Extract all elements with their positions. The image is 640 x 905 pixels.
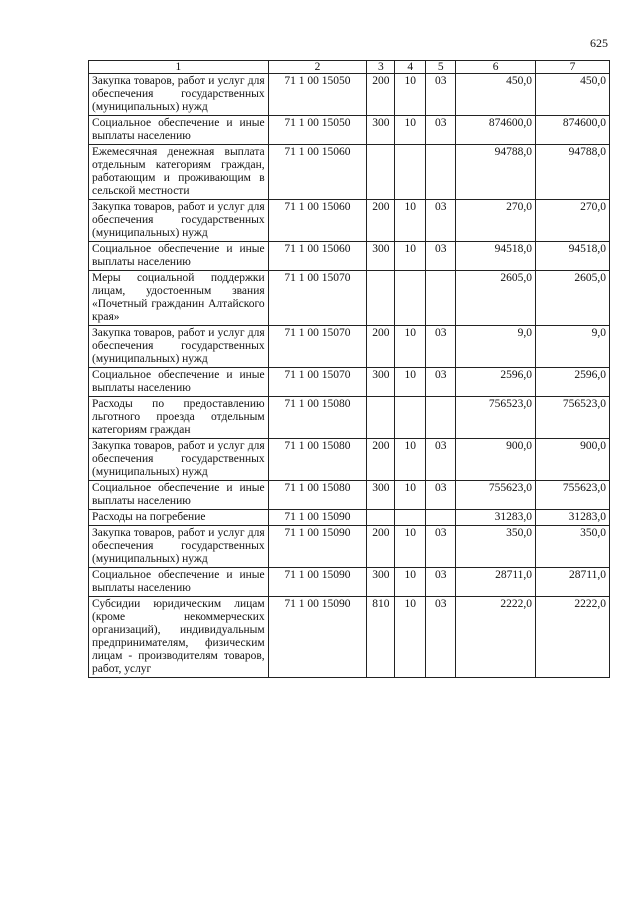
target-code: 71 1 00 15080 <box>268 397 367 439</box>
cell-col4: 10 <box>395 200 426 242</box>
amount-col6: 2222,0 <box>456 597 536 678</box>
expense-name: Социальное обеспечение и иные выплаты населению <box>89 242 269 271</box>
table-row <box>89 397 610 439</box>
amount-col6: 755623,0 <box>456 481 536 510</box>
expense-name: Закупка товаров, работ и услуг для обеспечения государственных (муниципальных) нужд <box>89 326 269 368</box>
cell-col5: 03 <box>426 242 456 271</box>
cell-col4: 10 <box>395 242 426 271</box>
amount-col7: 2596,0 <box>536 368 610 397</box>
amount-col7: 94518,0 <box>536 242 610 271</box>
cell-col3: 200 <box>367 200 395 242</box>
target-code: 71 1 00 15070 <box>268 271 367 326</box>
cell-col3: 810 <box>367 597 395 678</box>
table-row <box>89 242 610 271</box>
expense-name: Расходы по предоставлению льготного проезда отдельным категориям граждан <box>89 397 269 439</box>
expense-name: Социальное обеспечение и иные выплаты населению <box>89 368 269 397</box>
table-row <box>89 200 610 242</box>
amount-col6: 9,0 <box>456 326 536 368</box>
expense-name: Закупка товаров, работ и услуг для обеспечения государственных (муниципальных) нужд <box>89 439 269 481</box>
target-code: 71 1 00 15060 <box>268 145 367 200</box>
table-row <box>89 510 610 526</box>
table-row <box>89 326 610 368</box>
cell-col5: 03 <box>426 597 456 678</box>
cell-col4 <box>395 397 426 439</box>
amount-col6: 31283,0 <box>456 510 536 526</box>
table-row <box>89 145 610 200</box>
amount-col7: 350,0 <box>536 526 610 568</box>
target-code: 71 1 00 15060 <box>268 200 367 242</box>
cell-col4: 10 <box>395 74 426 116</box>
amount-col6: 756523,0 <box>456 397 536 439</box>
expense-name: Социальное обеспечение и иные выплаты населению <box>89 481 269 510</box>
cell-col3 <box>367 397 395 439</box>
cell-col3: 200 <box>367 526 395 568</box>
amount-col6: 2605,0 <box>456 271 536 326</box>
target-code: 71 1 00 15050 <box>268 116 367 145</box>
cell-col4: 10 <box>395 526 426 568</box>
table-row <box>89 116 610 145</box>
table-row <box>89 568 610 597</box>
column-header: 2 <box>268 61 367 74</box>
column-header: 6 <box>456 61 536 74</box>
amount-col6: 94518,0 <box>456 242 536 271</box>
cell-col4: 10 <box>395 597 426 678</box>
cell-col5: 03 <box>426 568 456 597</box>
amount-col7: 755623,0 <box>536 481 610 510</box>
table-row <box>89 597 610 678</box>
target-code: 71 1 00 15090 <box>268 597 367 678</box>
column-header: 5 <box>426 61 456 74</box>
cell-col5: 03 <box>426 326 456 368</box>
expense-name: Закупка товаров, работ и услуг для обеспечения государственных (муниципальных) нужд <box>89 526 269 568</box>
cell-col3: 200 <box>367 439 395 481</box>
column-header: 4 <box>395 61 426 74</box>
amount-col7: 270,0 <box>536 200 610 242</box>
target-code: 71 1 00 15080 <box>268 481 367 510</box>
amount-col7: 2605,0 <box>536 271 610 326</box>
cell-col3 <box>367 510 395 526</box>
cell-col3: 200 <box>367 326 395 368</box>
cell-col3 <box>367 271 395 326</box>
amount-col6: 28711,0 <box>456 568 536 597</box>
cell-col4 <box>395 145 426 200</box>
expense-name: Социальное обеспечение и иные выплаты населению <box>89 568 269 597</box>
amount-col7: 756523,0 <box>536 397 610 439</box>
cell-col5: 03 <box>426 526 456 568</box>
expense-name: Расходы на погребение <box>89 510 269 526</box>
cell-col3: 300 <box>367 368 395 397</box>
cell-col5: 03 <box>426 481 456 510</box>
header-row <box>89 61 610 74</box>
column-header: 3 <box>367 61 395 74</box>
cell-col5: 03 <box>426 74 456 116</box>
cell-col3: 300 <box>367 116 395 145</box>
expense-name: Закупка товаров, работ и услуг для обеспечения государственных (муниципальных) нужд <box>89 74 269 116</box>
target-code: 71 1 00 15080 <box>268 439 367 481</box>
cell-col5: 03 <box>426 439 456 481</box>
amount-col7: 94788,0 <box>536 145 610 200</box>
amount-col6: 94788,0 <box>456 145 536 200</box>
expense-name: Закупка товаров, работ и услуг для обеспечения государственных (муниципальных) нужд <box>89 200 269 242</box>
cell-col3: 300 <box>367 242 395 271</box>
budget-table <box>88 60 610 678</box>
target-code: 71 1 00 15090 <box>268 510 367 526</box>
target-code: 71 1 00 15070 <box>268 326 367 368</box>
table-row <box>89 526 610 568</box>
amount-col7: 450,0 <box>536 74 610 116</box>
column-header: 7 <box>536 61 610 74</box>
cell-col5: 03 <box>426 368 456 397</box>
target-code: 71 1 00 15050 <box>268 74 367 116</box>
cell-col4: 10 <box>395 481 426 510</box>
cell-col5 <box>426 145 456 200</box>
amount-col7: 9,0 <box>536 326 610 368</box>
target-code: 71 1 00 15060 <box>268 242 367 271</box>
amount-col6: 874600,0 <box>456 116 536 145</box>
amount-col6: 270,0 <box>456 200 536 242</box>
expense-name: Ежемесячная денежная выплата отдельным категориям граждан, работающим и проживающим в сельской местности <box>89 145 269 200</box>
target-code: 71 1 00 15090 <box>268 526 367 568</box>
expense-name: Субсидии юридическим лицам (кроме некоммерческих организаций), индивидуальным предпринимателям, физическим лицам - производителям товаров, работ, услуг <box>89 597 269 678</box>
cell-col3: 300 <box>367 568 395 597</box>
target-code: 71 1 00 15070 <box>268 368 367 397</box>
cell-col5 <box>426 271 456 326</box>
amount-col6: 350,0 <box>456 526 536 568</box>
amount-col7: 28711,0 <box>536 568 610 597</box>
cell-col4: 10 <box>395 116 426 145</box>
cell-col4 <box>395 271 426 326</box>
cell-col3: 200 <box>367 74 395 116</box>
cell-col3 <box>367 145 395 200</box>
table-row <box>89 271 610 326</box>
amount-col7: 874600,0 <box>536 116 610 145</box>
cell-col3: 300 <box>367 481 395 510</box>
cell-col4: 10 <box>395 326 426 368</box>
cell-col5 <box>426 510 456 526</box>
cell-col4: 10 <box>395 439 426 481</box>
expense-name: Меры социальной поддержки лицам, удостоенным звания «Почетный гражданин Алтайского края» <box>89 271 269 326</box>
cell-col4 <box>395 510 426 526</box>
page-number: 625 <box>590 36 608 50</box>
cell-col4: 10 <box>395 568 426 597</box>
cell-col4: 10 <box>395 368 426 397</box>
amount-col7: 2222,0 <box>536 597 610 678</box>
table-row <box>89 439 610 481</box>
expense-name: Социальное обеспечение и иные выплаты населению <box>89 116 269 145</box>
cell-col5: 03 <box>426 116 456 145</box>
amount-col7: 31283,0 <box>536 510 610 526</box>
cell-col5 <box>426 397 456 439</box>
amount-col6: 450,0 <box>456 74 536 116</box>
amount-col6: 900,0 <box>456 439 536 481</box>
table-row <box>89 481 610 510</box>
column-header: 1 <box>89 61 269 74</box>
amount-col6: 2596,0 <box>456 368 536 397</box>
amount-col7: 900,0 <box>536 439 610 481</box>
target-code: 71 1 00 15090 <box>268 568 367 597</box>
cell-col5: 03 <box>426 200 456 242</box>
table-row <box>89 368 610 397</box>
table-row <box>89 74 610 116</box>
